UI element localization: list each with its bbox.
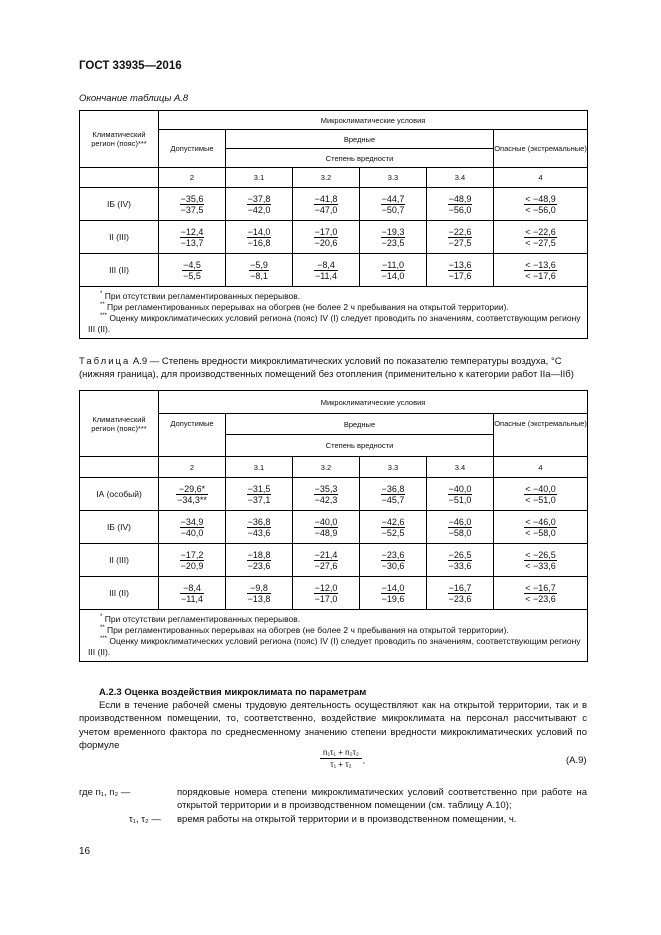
table-row <box>80 478 588 511</box>
upper-value: −23,6 <box>381 549 405 560</box>
value-fraction <box>247 583 272 604</box>
value-cell <box>293 254 360 287</box>
code-cell: 3.2 <box>293 457 360 478</box>
value-cell <box>494 511 588 544</box>
value-cell <box>293 188 360 221</box>
region-header: Климатический регион (пояс)*** <box>80 111 159 168</box>
upper-value: −19,3 <box>381 226 405 237</box>
code-cell: 3.1 <box>226 457 293 478</box>
value-cell <box>360 577 427 610</box>
document-id: ГОСТ 33935—2016 <box>79 60 182 72</box>
value-fraction <box>314 484 339 505</box>
value-fraction <box>524 583 557 604</box>
code-cell: 3.3 <box>360 457 427 478</box>
lower-value: −43,6 <box>247 527 271 538</box>
value-fraction <box>381 194 406 215</box>
value-cell <box>293 221 360 254</box>
code-row <box>80 168 588 188</box>
table-row <box>80 544 588 577</box>
value-fraction <box>180 194 205 215</box>
upper-value: −18,8 <box>247 549 271 560</box>
lower-value: −37,1 <box>247 494 271 505</box>
value-fraction <box>524 194 557 215</box>
value-cell <box>293 544 360 577</box>
value-cell <box>293 478 360 511</box>
degree-header: Степень вредности <box>226 435 494 457</box>
upper-value: −5,9 <box>250 259 268 270</box>
code-row <box>80 457 588 478</box>
value-cell <box>159 544 226 577</box>
value-cell <box>159 221 226 254</box>
lower-value: −13,8 <box>247 593 271 604</box>
region-cell: IБ (IV) <box>80 511 159 544</box>
value-cell <box>494 188 588 221</box>
value-cell <box>494 478 588 511</box>
lower-value: < −58,0 <box>525 527 556 538</box>
value-cell <box>159 254 226 287</box>
upper-value: −4,5 <box>183 259 201 270</box>
upper-value: −48,9 <box>448 193 472 204</box>
upper-value: −36,8 <box>247 516 271 527</box>
upper-value: −42,6 <box>381 516 405 527</box>
upper-value: −26,5 <box>448 549 472 560</box>
note-mark: *** <box>100 636 108 643</box>
value-cell <box>293 511 360 544</box>
micro-header: Микроклиматические условия <box>159 391 588 414</box>
value-fraction <box>182 260 202 281</box>
value-fraction <box>314 194 339 215</box>
table-row <box>80 221 588 254</box>
upper-value: −34,9 <box>180 516 204 527</box>
region-cell: III (II) <box>80 254 159 287</box>
lower-value: −50,7 <box>381 204 405 215</box>
region-cell: IБ (IV) <box>80 188 159 221</box>
upper-value: −22,6 <box>448 226 472 237</box>
value-fraction <box>448 194 473 215</box>
value-fraction <box>524 260 557 281</box>
lower-value: −33,6 <box>448 560 472 571</box>
upper-value: −14,0 <box>247 226 271 237</box>
value-fraction <box>249 260 269 281</box>
value-fraction <box>314 583 339 604</box>
lower-value: −40,0 <box>180 527 204 538</box>
region-cell: II (III) <box>80 544 159 577</box>
formula-denominator: τ₁ + τ₂ <box>330 760 352 769</box>
upper-value: −11,0 <box>381 259 405 270</box>
table-notes <box>80 610 588 662</box>
note-text: Оценку микроклиматических условий региона (пояс) IV (I) следует проводить по значениям, соответствующим региону III (II). <box>88 636 581 657</box>
lower-value: −27,6 <box>314 560 338 571</box>
upper-value: < −40,0 <box>525 483 556 494</box>
value-fraction <box>180 550 205 571</box>
lower-value: −51,0 <box>448 494 472 505</box>
value-fraction <box>524 550 557 571</box>
lower-value: −27,5 <box>448 237 472 248</box>
lower-value: −16,8 <box>247 237 271 248</box>
value-cell <box>159 478 226 511</box>
upper-value: −29,6* <box>176 484 208 495</box>
lower-value: −42,0 <box>247 204 271 215</box>
note-text: Оценку микроклиматических условий региона (пояс) IV (I) следует проводить по значениям, соответствующим региону III (II). <box>88 313 581 334</box>
value-cell <box>427 511 494 544</box>
value-cell <box>226 544 293 577</box>
value-cell <box>494 544 588 577</box>
value-fraction <box>448 484 473 505</box>
upper-value: −40,0 <box>448 483 472 494</box>
value-cell <box>427 577 494 610</box>
upper-value: −16,7 <box>448 582 472 593</box>
value-cell <box>226 577 293 610</box>
table-row <box>80 511 588 544</box>
code-cell: 4 <box>494 168 588 188</box>
value-fraction <box>381 484 406 505</box>
lower-value: −52,5 <box>381 527 405 538</box>
table-a8 <box>79 110 588 339</box>
lower-value: −23,6 <box>247 560 271 571</box>
lower-value: −56,0 <box>448 204 472 215</box>
value-fraction <box>314 260 338 281</box>
note-mark: *** <box>100 313 108 320</box>
upper-value: −12,0 <box>314 582 338 593</box>
lower-value: −47,0 <box>314 204 338 215</box>
where-label: где n₁, n₂ — <box>79 787 131 798</box>
code-cell: 3.4 <box>427 168 494 188</box>
value-cell <box>159 511 226 544</box>
lower-value: < −27,5 <box>525 237 556 248</box>
lower-value: −48,9 <box>314 527 338 538</box>
value-fraction <box>247 227 272 248</box>
degree-header: Степень вредности <box>226 149 494 168</box>
upper-value: −35,6 <box>180 193 204 204</box>
value-fraction <box>247 517 272 538</box>
lower-value: −23,6 <box>448 593 472 604</box>
table-a9-caption <box>79 355 587 381</box>
value-fraction <box>381 260 406 281</box>
upper-value: < −22,6 <box>525 226 556 237</box>
lower-value: −11,4 <box>180 593 204 604</box>
value-cell <box>427 221 494 254</box>
upper-value: −40,0 <box>314 516 338 527</box>
value-fraction <box>448 227 473 248</box>
note-mark: * <box>100 614 103 621</box>
value-cell <box>494 221 588 254</box>
lower-value: −20,9 <box>180 560 204 571</box>
allowed-header: Допустимые <box>159 414 226 457</box>
lower-value: < −33,6 <box>525 560 556 571</box>
value-fraction <box>180 583 204 604</box>
upper-value: −41,8 <box>314 193 338 204</box>
value-cell <box>226 188 293 221</box>
lower-value: −30,6 <box>381 560 405 571</box>
lower-value: −23,5 <box>381 237 405 248</box>
code-cell: 2 <box>159 168 226 188</box>
upper-value: < −48,9 <box>525 193 556 204</box>
value-fraction <box>448 550 473 571</box>
region-cell: II (III) <box>80 221 159 254</box>
lower-value: −37,5 <box>180 204 204 215</box>
formula-comma: , <box>362 756 366 765</box>
value-cell <box>360 221 427 254</box>
region-cell: III (II) <box>80 577 159 610</box>
value-cell <box>226 511 293 544</box>
value-fraction <box>314 517 339 538</box>
micro-header: Микроклиматические условия <box>159 111 588 130</box>
value-cell <box>427 188 494 221</box>
lower-value: −14,0 <box>381 270 405 281</box>
upper-value: −14,0 <box>381 582 405 593</box>
value-fraction <box>180 517 205 538</box>
value-fraction <box>448 517 473 538</box>
value-fraction <box>247 194 272 215</box>
lower-value: −58,0 <box>448 527 472 538</box>
code-cell: 3.2 <box>293 168 360 188</box>
note-text: При регламентированных перерывах на обогрев (не более 2 ч пребывания на открытой территории). <box>107 625 509 635</box>
upper-value: −46,0 <box>448 516 472 527</box>
upper-value: < −16,7 <box>525 582 556 593</box>
upper-value: −21,4 <box>314 549 338 560</box>
where-item <box>79 786 587 812</box>
upper-value: −8,4 <box>180 583 204 594</box>
value-cell <box>293 577 360 610</box>
value-cell <box>427 544 494 577</box>
table-notes <box>80 287 588 339</box>
table-label: Таблица <box>79 356 131 367</box>
upper-value: −12,4 <box>180 226 204 237</box>
note-mark: ** <box>100 625 105 632</box>
note-text: При отсутствии регламентированных перерывов. <box>104 291 301 301</box>
value-fraction <box>247 550 272 571</box>
upper-value: −8,4 <box>314 260 338 271</box>
value-cell <box>494 254 588 287</box>
upper-value: < −46,0 <box>525 516 556 527</box>
code-cell: 3.3 <box>360 168 427 188</box>
danger-header: Опасные (экстремальные) <box>494 414 588 457</box>
upper-value: −35,3 <box>314 483 338 494</box>
value-cell <box>159 188 226 221</box>
value-fraction <box>524 227 557 248</box>
value-cell <box>159 577 226 610</box>
value-fraction <box>314 550 339 571</box>
lower-value: −17,0 <box>314 593 338 604</box>
formula-a9 <box>320 748 366 769</box>
value-fraction <box>381 583 406 604</box>
upper-value: −9,8 <box>247 583 272 594</box>
where-text: порядковые номера степени микроклиматических условий соответственно при работе на открытой территории и в производственном помещении (см. таблицу А.10); <box>177 787 587 812</box>
value-fraction <box>180 227 205 248</box>
code-cell: 3.4 <box>427 457 494 478</box>
value-cell <box>427 254 494 287</box>
lower-value: −11,4 <box>314 270 338 281</box>
code-cell: 3.1 <box>226 168 293 188</box>
where-item <box>79 813 587 826</box>
value-cell <box>360 478 427 511</box>
value-fraction <box>524 484 557 505</box>
upper-value: −44,7 <box>381 193 405 204</box>
table-row <box>80 254 588 287</box>
note-text: При регламентированных перерывах на обогрев (не более 2 ч пребывания на открытой территории). <box>107 302 509 312</box>
note-mark: * <box>100 291 103 298</box>
upper-value: −37,8 <box>247 193 271 204</box>
note-text: При отсутствии регламентированных перерывов. <box>104 614 301 624</box>
formula-numerator: n₁τ₁ + n₂τ₂ <box>320 748 362 759</box>
where-text: время работы на открытой территории и в производственном помещении, ч. <box>177 814 517 825</box>
lower-value: −8,1 <box>250 270 268 281</box>
value-cell <box>360 544 427 577</box>
lower-value: −20,6 <box>314 237 338 248</box>
lower-value: −19,6 <box>381 593 405 604</box>
upper-value: −31,5 <box>247 483 271 494</box>
table-row <box>80 188 588 221</box>
harmful-header: Вредные <box>226 130 494 149</box>
lower-value: < −56,0 <box>525 204 556 215</box>
harmful-header: Вредные <box>226 414 494 435</box>
value-cell <box>494 577 588 610</box>
upper-value: −17,0 <box>314 226 338 237</box>
equation-number: (А.9) <box>566 755 587 766</box>
value-fraction <box>176 484 208 505</box>
table-a8-caption: Окончание таблицы А.8 <box>79 93 189 104</box>
value-cell <box>226 221 293 254</box>
value-cell <box>360 254 427 287</box>
value-fraction <box>448 583 473 604</box>
value-fraction <box>381 550 406 571</box>
lower-value: −42,3 <box>314 494 338 505</box>
value-cell <box>360 511 427 544</box>
lower-value: −34,3** <box>177 494 207 505</box>
table-a9 <box>79 390 588 662</box>
note-mark: ** <box>100 302 105 309</box>
where-label: τ₁, τ₂ — <box>129 814 161 825</box>
lower-value: −5,5 <box>183 270 201 281</box>
section-a23 <box>79 686 587 752</box>
value-cell <box>427 478 494 511</box>
value-cell <box>226 254 293 287</box>
value-fraction <box>524 517 557 538</box>
code-cell: 4 <box>494 457 588 478</box>
upper-value: −36,8 <box>381 483 405 494</box>
value-fraction <box>314 227 339 248</box>
upper-value: −13,6 <box>448 259 472 270</box>
value-fraction <box>247 484 272 505</box>
lower-value: < −23,6 <box>525 593 556 604</box>
value-fraction <box>381 517 406 538</box>
allowed-header: Допустимые <box>159 130 226 168</box>
region-header: Климатический регион (пояс)*** <box>80 391 159 457</box>
lower-value: < −17,6 <box>525 270 556 281</box>
value-cell <box>226 478 293 511</box>
value-fraction <box>448 260 473 281</box>
caption-text: А.9 — Степень вредности микроклиматических условий по показателю температуры воздуха, °С (нижняя граница), для производственных помещений без отопления (применительно к категории работ IIа—IIб) <box>79 356 574 380</box>
lower-value: −13,7 <box>180 237 204 248</box>
lower-value: −17,6 <box>448 270 472 281</box>
upper-value: < −13,6 <box>525 259 556 270</box>
lower-value: < −51,0 <box>525 494 556 505</box>
code-cell: 2 <box>159 457 226 478</box>
region-cell: IА (особый) <box>80 478 159 511</box>
section-heading: А.2.3 Оценка воздействия микроклимата по параметрам <box>99 687 367 698</box>
lower-value: −45,7 <box>381 494 405 505</box>
table-row <box>80 577 588 610</box>
danger-header: Опасные (экстремальные) <box>494 130 588 168</box>
page-number: 16 <box>79 846 91 857</box>
upper-value: −17,2 <box>180 549 204 560</box>
upper-value: < −26,5 <box>525 549 556 560</box>
value-fraction <box>381 227 406 248</box>
section-paragraph: Если в течение рабочей смены трудовую деятельность осуществляют как на открытой территории, так и в производственном помещении, то, соответственно, воздействие микроклимата на персонал рассчитывают с учетом временного фактора по среднесменному значению степени вредности микроклиматических условий по формуле <box>79 700 587 751</box>
value-cell <box>360 188 427 221</box>
